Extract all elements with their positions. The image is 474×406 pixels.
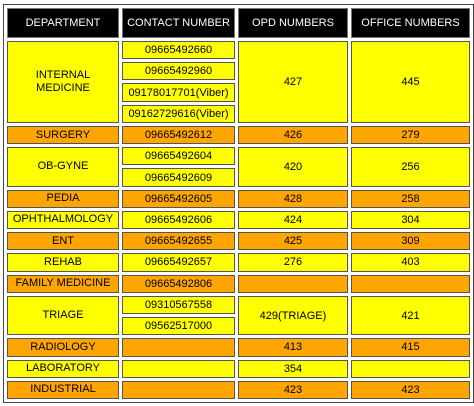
- department-name: TRIAGE: [7, 296, 119, 335]
- table-row: [7, 126, 470, 144]
- department-name: OB-GYNE: [7, 147, 119, 186]
- contact-number: 09178017701(Viber): [122, 83, 235, 101]
- opd-number: 424: [238, 211, 348, 229]
- opd-number: 428: [238, 190, 348, 208]
- header-department: DEPARTMENT: [7, 8, 119, 38]
- department-name: ENT: [7, 232, 119, 250]
- opd-number: 354: [238, 360, 348, 378]
- office-number: 256: [351, 147, 470, 186]
- department-contact-table: [3, 4, 474, 403]
- department-name: OPHTHALMOLOGY: [7, 211, 119, 229]
- office-number: [351, 360, 470, 378]
- office-number: 258: [351, 190, 470, 208]
- department-name: FAMILY MEDICINE: [7, 275, 119, 293]
- header-row: [7, 8, 470, 38]
- table-row: [7, 338, 470, 356]
- office-number: 403: [351, 253, 470, 271]
- opd-number: 427: [238, 41, 348, 123]
- table-row: [7, 211, 470, 229]
- office-number: 445: [351, 41, 470, 123]
- office-number: 309: [351, 232, 470, 250]
- table-row: [7, 41, 470, 59]
- opd-number: 276: [238, 253, 348, 271]
- department-name: RADIOLOGY: [7, 338, 119, 356]
- contact-number: 09665492605: [122, 190, 235, 208]
- contact-number: 09665492960: [122, 62, 235, 80]
- opd-number: 420: [238, 147, 348, 186]
- department-name: LABORATORY: [7, 360, 119, 378]
- contact-number: 09665492660: [122, 41, 235, 59]
- office-number: 415: [351, 338, 470, 356]
- opd-number: [238, 275, 348, 293]
- contact-number: 09162729616(Viber): [122, 105, 235, 123]
- department-name: PEDIA: [7, 190, 119, 208]
- table-row: [7, 360, 470, 378]
- department-name: INDUSTRIAL: [7, 381, 119, 399]
- contact-number: [122, 381, 235, 399]
- contact-number: 09665492657: [122, 253, 235, 271]
- contact-number: 09665492655: [122, 232, 235, 250]
- office-number: 423: [351, 381, 470, 399]
- contact-number: 09665492612: [122, 126, 235, 144]
- contact-number: [122, 338, 235, 356]
- opd-number: 423: [238, 381, 348, 399]
- opd-number: 413: [238, 338, 348, 356]
- contact-number: [122, 360, 235, 378]
- header-contact-number: CONTACT NUMBER: [122, 8, 235, 38]
- opd-number: 429(TRIAGE): [238, 296, 348, 335]
- table-row: [7, 275, 470, 293]
- opd-number: 425: [238, 232, 348, 250]
- contact-number: 09665492604: [122, 147, 235, 165]
- office-number: [351, 275, 470, 293]
- header-office-numbers: OFFICE NUMBERS: [351, 8, 470, 38]
- table-row: [7, 190, 470, 208]
- department-name: REHAB: [7, 253, 119, 271]
- contact-number: 09665492806: [122, 275, 235, 293]
- contact-number: 09310567558: [122, 296, 235, 314]
- department-name: INTERNAL MEDICINE: [7, 41, 119, 123]
- table-body: [7, 41, 470, 399]
- contact-number: 09562517000: [122, 317, 235, 335]
- opd-number: 426: [238, 126, 348, 144]
- table-row: [7, 147, 470, 165]
- header-opd-numbers: OPD NUMBERS: [238, 8, 348, 38]
- table-row: [7, 253, 470, 271]
- table-row: [7, 232, 470, 250]
- department-name: SURGERY: [7, 126, 119, 144]
- contact-number: 09665492606: [122, 211, 235, 229]
- table-row: [7, 296, 470, 314]
- office-number: 279: [351, 126, 470, 144]
- table-row: [7, 381, 470, 399]
- office-number: 421: [351, 296, 470, 335]
- contact-number: 09665492609: [122, 168, 235, 186]
- table-header: [7, 8, 470, 38]
- office-number: 304: [351, 211, 470, 229]
